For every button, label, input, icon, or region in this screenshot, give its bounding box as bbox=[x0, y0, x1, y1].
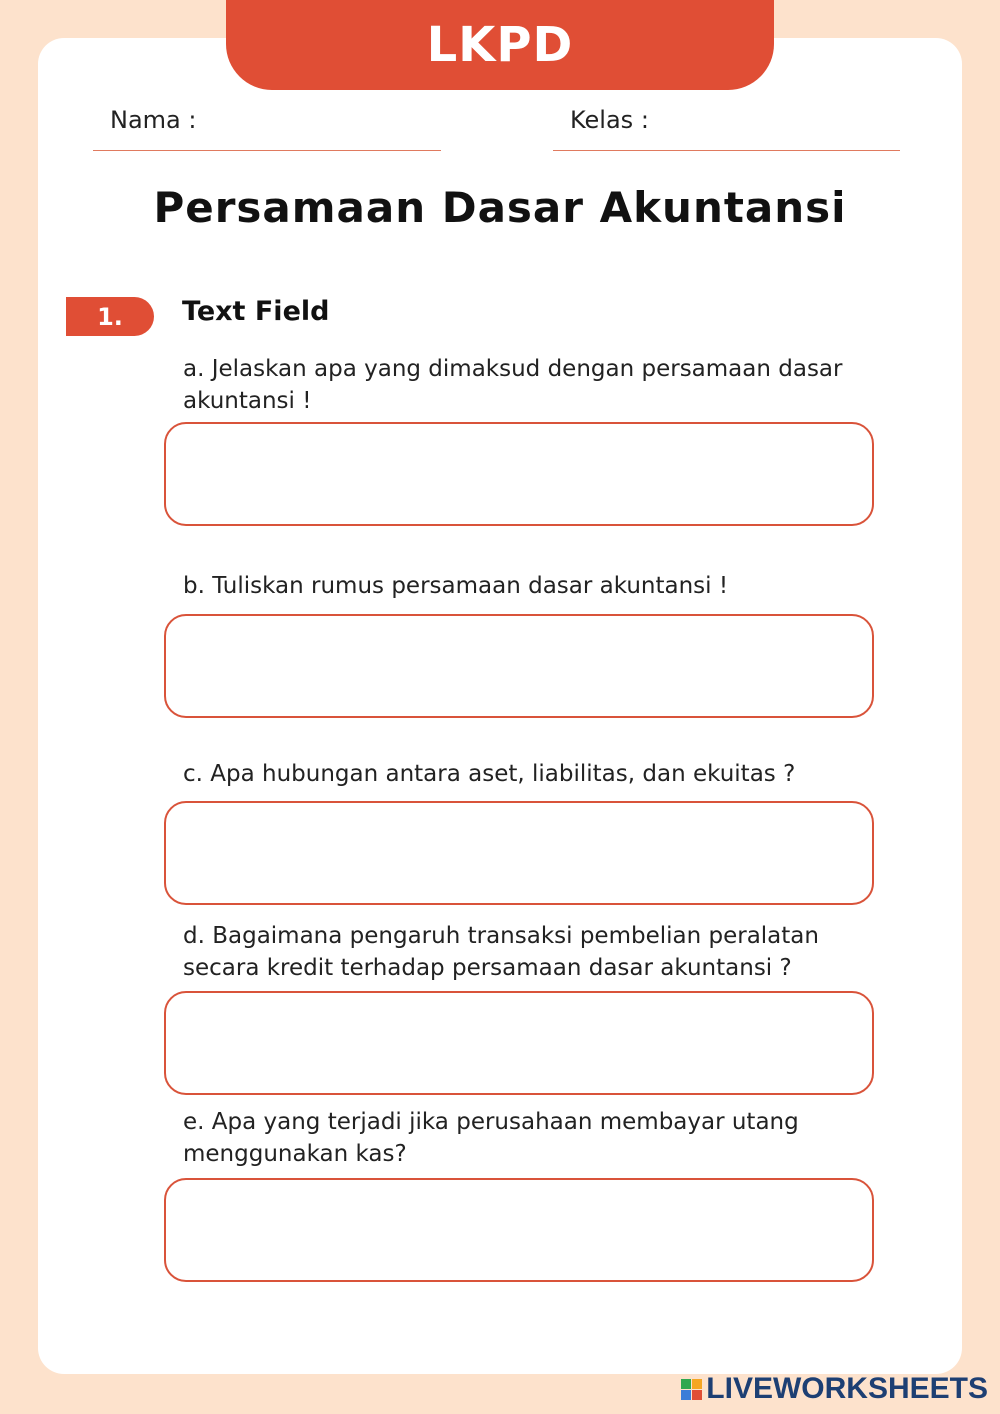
class-input-line[interactable] bbox=[553, 150, 900, 151]
liveworksheets-logo-icon bbox=[681, 1379, 702, 1400]
page-title: Persamaan Dasar Akuntansi bbox=[153, 183, 847, 232]
class-label: Kelas : bbox=[570, 106, 649, 134]
liveworksheets-brand bbox=[681, 1372, 988, 1406]
answer-box-d[interactable] bbox=[164, 991, 874, 1095]
header-title: LKPD bbox=[226, 0, 774, 90]
logo-square-1 bbox=[681, 1379, 691, 1389]
name-input-line[interactable] bbox=[93, 150, 441, 151]
question-a: a. Jelaskan apa yang dimaksud dengan persamaan dasar akuntansi ! bbox=[183, 356, 843, 414]
question-e: e. Apa yang terjadi jika perusahaan membayar utang menggunakan kas? bbox=[183, 1109, 799, 1167]
logo-square-3 bbox=[681, 1390, 691, 1400]
section-number-badge: 1. bbox=[66, 297, 154, 336]
section-title: Text Field bbox=[182, 296, 330, 327]
brand-text: LIVEWORKSHEETS bbox=[706, 1372, 988, 1405]
logo-square-4 bbox=[692, 1390, 702, 1400]
name-label: Nama : bbox=[110, 106, 197, 134]
question-d: d. Bagaimana pengaruh transaksi pembelian peralatan secara kredit terhadap persamaan dasar akuntansi ? bbox=[183, 923, 819, 981]
question-b: b. Tuliskan rumus persamaan dasar akuntansi ! bbox=[183, 573, 729, 599]
answer-box-b[interactable] bbox=[164, 614, 874, 718]
logo-square-2 bbox=[692, 1379, 702, 1389]
answer-box-e[interactable] bbox=[164, 1178, 874, 1282]
answer-box-c[interactable] bbox=[164, 801, 874, 905]
answer-box-a[interactable] bbox=[164, 422, 874, 526]
question-c: c. Apa hubungan antara aset, liabilitas, dan ekuitas ? bbox=[183, 761, 796, 787]
